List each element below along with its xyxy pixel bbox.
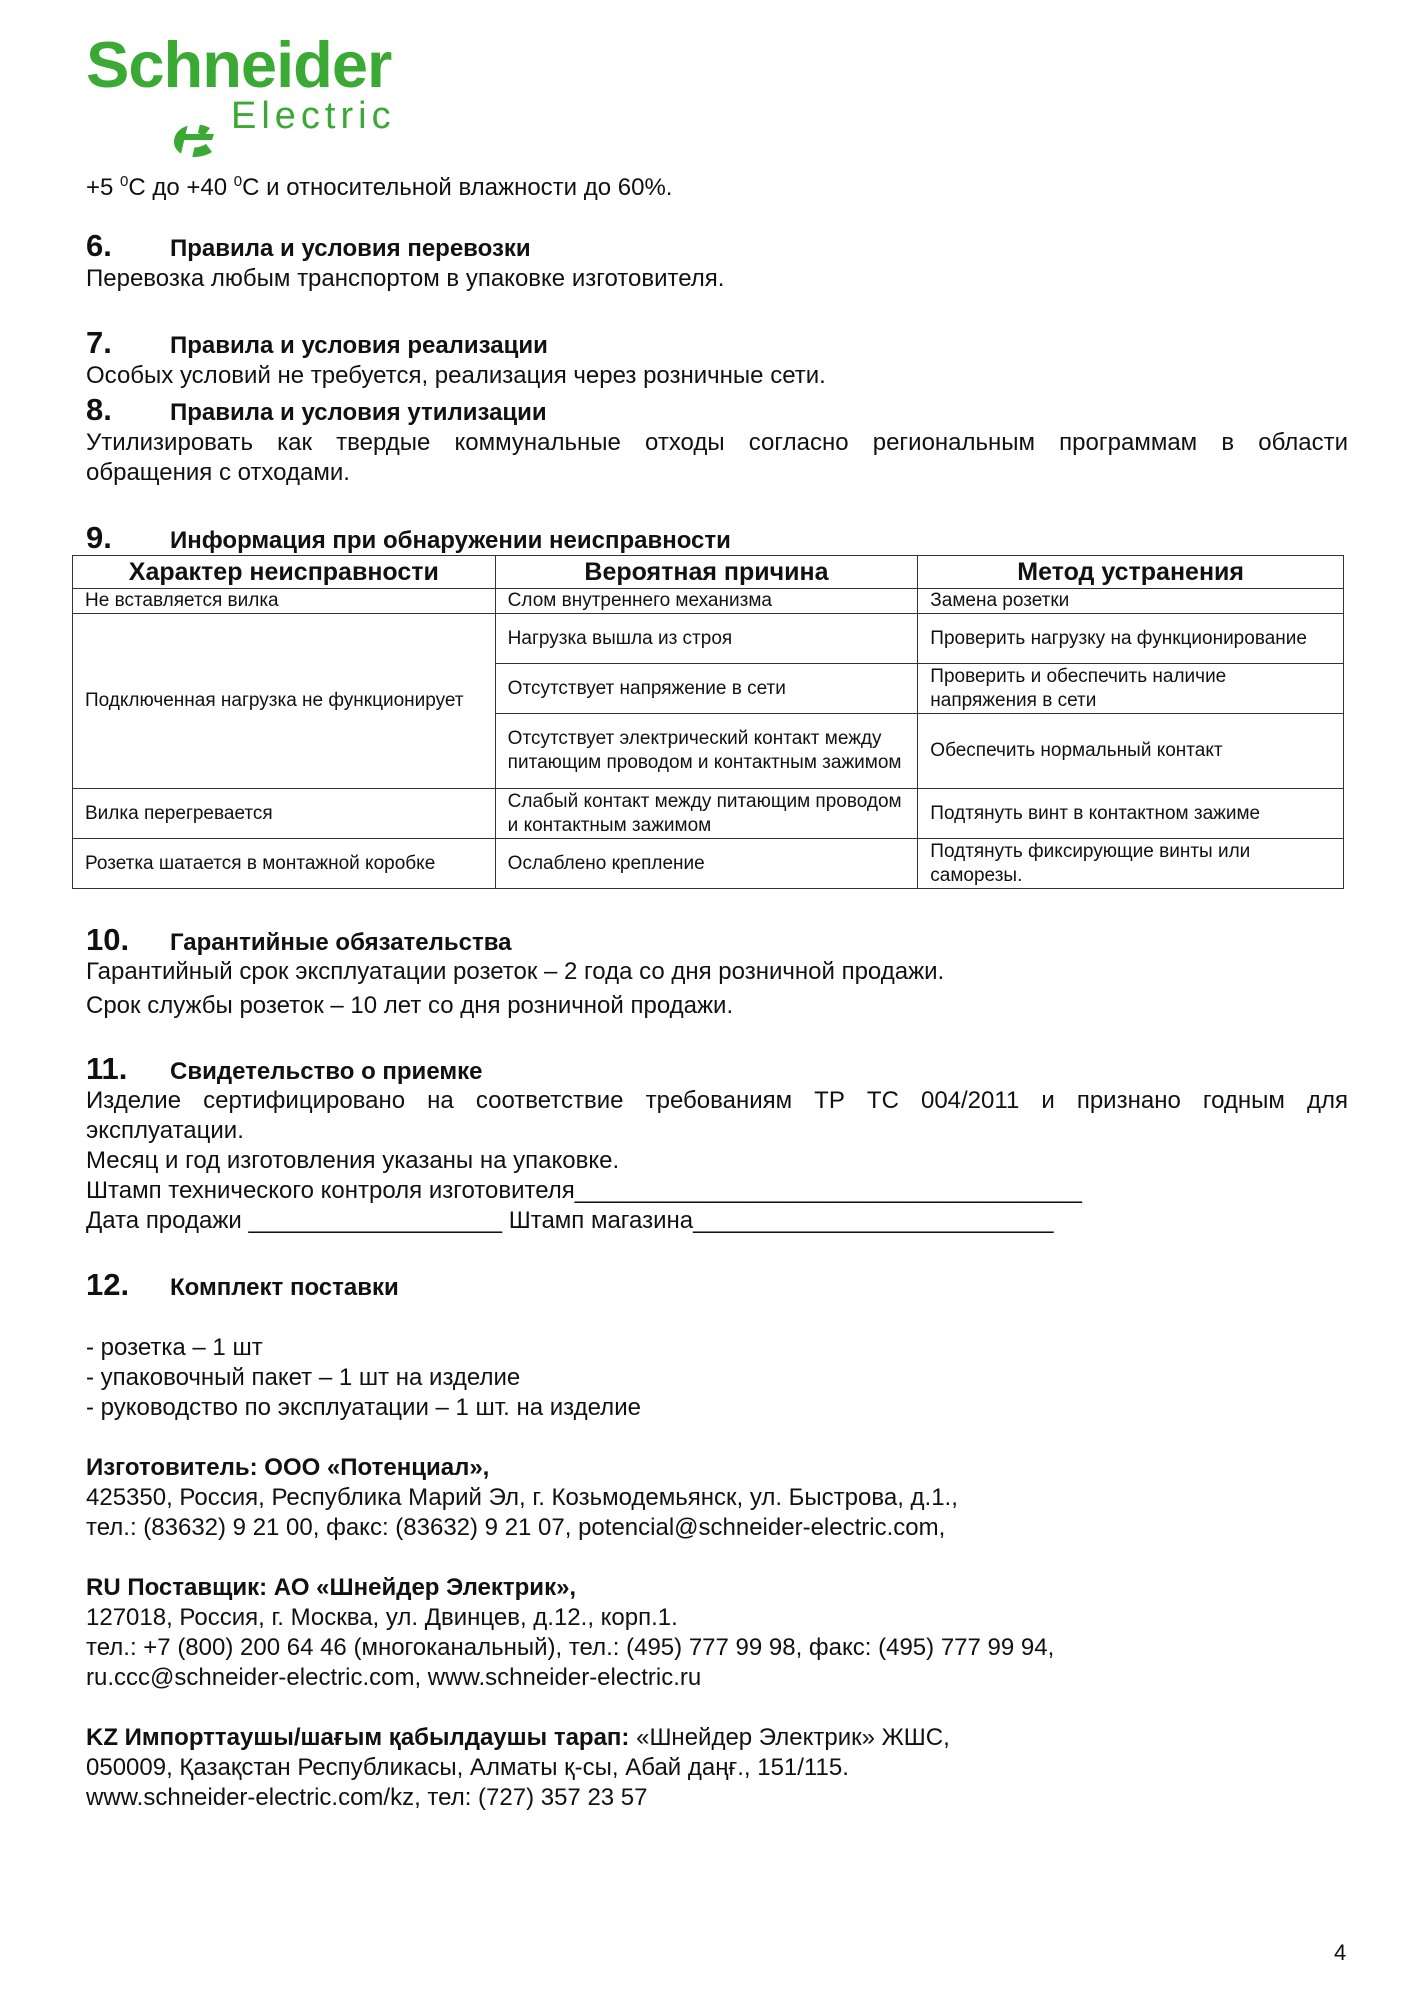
section-12-heading: 12. Комплект поставки bbox=[86, 1267, 399, 1302]
manufacturer-address: 425350, Россия, Республика Марий Эл, г. Козьмодемьянск, ул. Быстрова, д.1., bbox=[86, 1484, 958, 1511]
table-row bbox=[73, 614, 1344, 664]
storage-conditions-text: +5 $^0$С до +40 $^0$С и относительной влажности до 60%. bbox=[86, 173, 673, 201]
fix-cell: Обеспечить нормальный контакт bbox=[918, 714, 1344, 789]
logo-wordmark-schneider: Schneider bbox=[86, 28, 392, 101]
table-row bbox=[73, 839, 1344, 889]
manufacturer-contacts: тел.: (83632) 9 21 00, факс: (83632) 9 21 07, potencial@schneider-electric.com, bbox=[86, 1514, 946, 1541]
section-11-text-line2: эксплуатации. bbox=[86, 1117, 244, 1144]
supplier-web: ru.ccc@schneider-electric.com, www.schneider-electric.ru bbox=[86, 1664, 702, 1691]
section-11-text-line1: Изделие сертифицировано на соответствие требованиям ТР ТС 004/2011 и признано годным для bbox=[86, 1087, 1348, 1114]
section-8-text-line2: обращения с отходами. bbox=[86, 459, 350, 486]
section-10-heading: 10. Гарантийные обязательства bbox=[86, 922, 512, 957]
supplier-phones: тел.: +7 (800) 200 64 46 (многоканальный), тел.: (495) 777 99 98, факс: (495) 777 99 94, bbox=[86, 1634, 1055, 1661]
fault-table-header-row bbox=[73, 556, 1344, 589]
cause-cell: Слабый контакт между питающим проводом и контактным зажимом bbox=[495, 789, 918, 839]
section-9-heading: 9. Информация при обнаружении неисправности bbox=[86, 520, 731, 555]
section-10-text-line2: Срок службы розеток – 10 лет со дня розничной продажи. bbox=[86, 992, 734, 1019]
fix-cell: Проверить нагрузку на функционирование bbox=[918, 614, 1344, 664]
fault-table-header: Вероятная причина bbox=[495, 556, 918, 589]
cause-cell: Слом внутреннего механизма bbox=[495, 589, 918, 614]
fault-cell: Вилка перегревается bbox=[73, 789, 496, 839]
section-10-text-line1: Гарантийный срок эксплуатации розеток – 2 года со дня розничной продажи. bbox=[86, 958, 945, 985]
section-11-text-line3: Месяц и год изготовления указаны на упаковке. bbox=[86, 1147, 620, 1174]
cause-cell: Отсутствует электрический контакт между питающим проводом и контактным зажимом bbox=[495, 714, 918, 789]
fault-cell: Розетка шатается в монтажной коробке bbox=[73, 839, 496, 889]
fault-table bbox=[72, 555, 1344, 889]
logo-swirl-icon bbox=[166, 114, 226, 164]
section-7-text: Особых условий не требуется, реализация через розничные сети. bbox=[86, 362, 826, 389]
table-row bbox=[73, 789, 1344, 839]
section-6-text: Перевозка любым транспортом в упаковке изготовителя. bbox=[86, 265, 725, 292]
schneider-electric-logo bbox=[86, 30, 426, 140]
list-item: - упаковочный пакет – 1 шт на изделие bbox=[86, 1364, 521, 1391]
page-number: 4 bbox=[1334, 1940, 1347, 1965]
fix-cell: Подтянуть фиксирующие винты или саморезы. bbox=[918, 839, 1344, 889]
cause-cell: Ослаблено крепление bbox=[495, 839, 918, 889]
section-11-heading: 11. Свидетельство о приемке bbox=[86, 1051, 483, 1086]
fix-cell: Замена розетки bbox=[918, 589, 1344, 614]
fault-cell: Подключенная нагрузка не функционирует bbox=[73, 614, 496, 789]
table-row bbox=[73, 589, 1344, 614]
logo-wordmark-electric: Electric bbox=[231, 95, 396, 137]
importer-contacts: www.schneider-electric.com/kz, тел: (727) 357 23 57 bbox=[86, 1784, 648, 1811]
importer-address: 050009, Қазақстан Республикасы, Алматы қ-сы, Абай даңғ., 151/115. bbox=[86, 1754, 849, 1781]
cause-cell: Нагрузка вышла из строя bbox=[495, 614, 918, 664]
supplier-title: RU Поставщик: АО «Шнейдер Электрик», bbox=[86, 1574, 577, 1601]
importer-title: KZ Импорттаушы/шағым қабылдаушы тарап: «Шнейдер Электрик» ЖШС, bbox=[86, 1724, 950, 1751]
fix-cell: Проверить и обеспечить наличие напряжения в сети bbox=[918, 664, 1344, 714]
fault-cell: Не вставляется вилка bbox=[73, 589, 496, 614]
manufacturer-title: Изготовитель: ООО «Потенциал», bbox=[86, 1454, 490, 1481]
fault-table-header: Характер неисправности bbox=[73, 556, 496, 589]
list-item: - розетка – 1 шт bbox=[86, 1334, 263, 1361]
fix-cell: Подтянуть винт в контактном зажиме bbox=[918, 789, 1344, 839]
section-7-heading: 7. Правила и условия реализации bbox=[86, 325, 548, 360]
tech-control-stamp-line: Штамп технического контроля изготовителя______________________________________ bbox=[86, 1177, 1083, 1204]
supplier-address: 127018, Россия, г. Москва, ул. Двинцев, д.12., корп.1. bbox=[86, 1604, 678, 1631]
sale-date-stamp-line: Дата продажи ___________________ Штамп магазина___________________________ bbox=[86, 1207, 1054, 1234]
section-8-text-line1: Утилизировать как твердые коммунальные отходы согласно региональным программам в области bbox=[86, 429, 1348, 456]
list-item: - руководство по эксплуатации – 1 шт. на изделие bbox=[86, 1394, 641, 1421]
fault-table-header: Метод устранения bbox=[918, 556, 1344, 589]
section-8-heading: 8. Правила и условия утилизации bbox=[86, 392, 547, 427]
section-6-heading: 6. Правила и условия перевозки bbox=[86, 228, 531, 263]
cause-cell: Отсутствует напряжение в сети bbox=[495, 664, 918, 714]
